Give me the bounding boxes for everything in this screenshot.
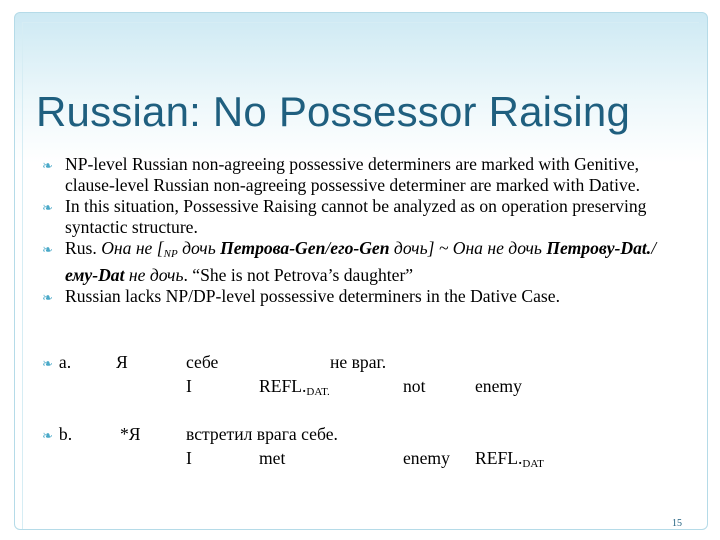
bullet-text: In this situation, Possessive Raising cannot be analyzed as on operation preserving syntactic structure. <box>65 196 647 237</box>
example-a-gloss: REFL.DAT. <box>259 376 330 398</box>
page-number: 15 <box>672 518 682 529</box>
bullet-list <box>42 154 682 307</box>
example-b-word: встретил врага себе. <box>186 424 338 444</box>
example-a-gloss: enemy <box>475 376 522 396</box>
example-a-word: не враг. <box>330 352 387 372</box>
bullet-icon: ❧ <box>42 200 53 215</box>
slide-title: Russian: No Possessor Raising <box>36 88 631 135</box>
bullet-icon: ❧ <box>42 428 53 443</box>
example-b-gloss: met <box>259 448 286 468</box>
example-a-gloss: I <box>186 376 192 396</box>
bullet-icon: ❧ <box>42 290 53 305</box>
bullet-item <box>42 196 682 238</box>
bullet-item <box>42 154 682 196</box>
bullet-icon: ❧ <box>42 356 53 371</box>
example-b-word: *Я <box>120 424 141 444</box>
example-b-label: ❧ b. <box>42 424 73 444</box>
bullet-icon: ❧ <box>42 158 53 173</box>
bullet-text: Rus. Она не [$_{NP}$ дочь Петрова-Gen/его-Gen дочь] ~ Она не дочь Петрову-Dat./ему-Dat не дочь. “She is not Petrova’s daughter” <box>65 238 657 285</box>
bullet-text: NP-level Russian non-agreeing possessive determiners are marked with Genitive, clause-level Russian non-agreeing possessive determiner are marked with Dative. <box>65 154 641 195</box>
example-a-word: себе <box>186 352 219 372</box>
bullet-item <box>42 286 682 307</box>
example-b-gloss: enemy <box>403 448 450 468</box>
example-b-gloss: REFL.DAT <box>475 448 544 470</box>
example-a-word: Я <box>116 352 128 372</box>
bullet-text: Russian lacks NP/DP-level possessive determiners in the Dative Case. <box>65 286 560 306</box>
example-b-gloss: I <box>186 448 192 468</box>
bullet-item <box>42 238 682 286</box>
example-a-label: ❧ a. <box>42 352 72 372</box>
bullet-icon: ❧ <box>42 242 53 257</box>
example-a-gloss: not <box>403 376 426 396</box>
